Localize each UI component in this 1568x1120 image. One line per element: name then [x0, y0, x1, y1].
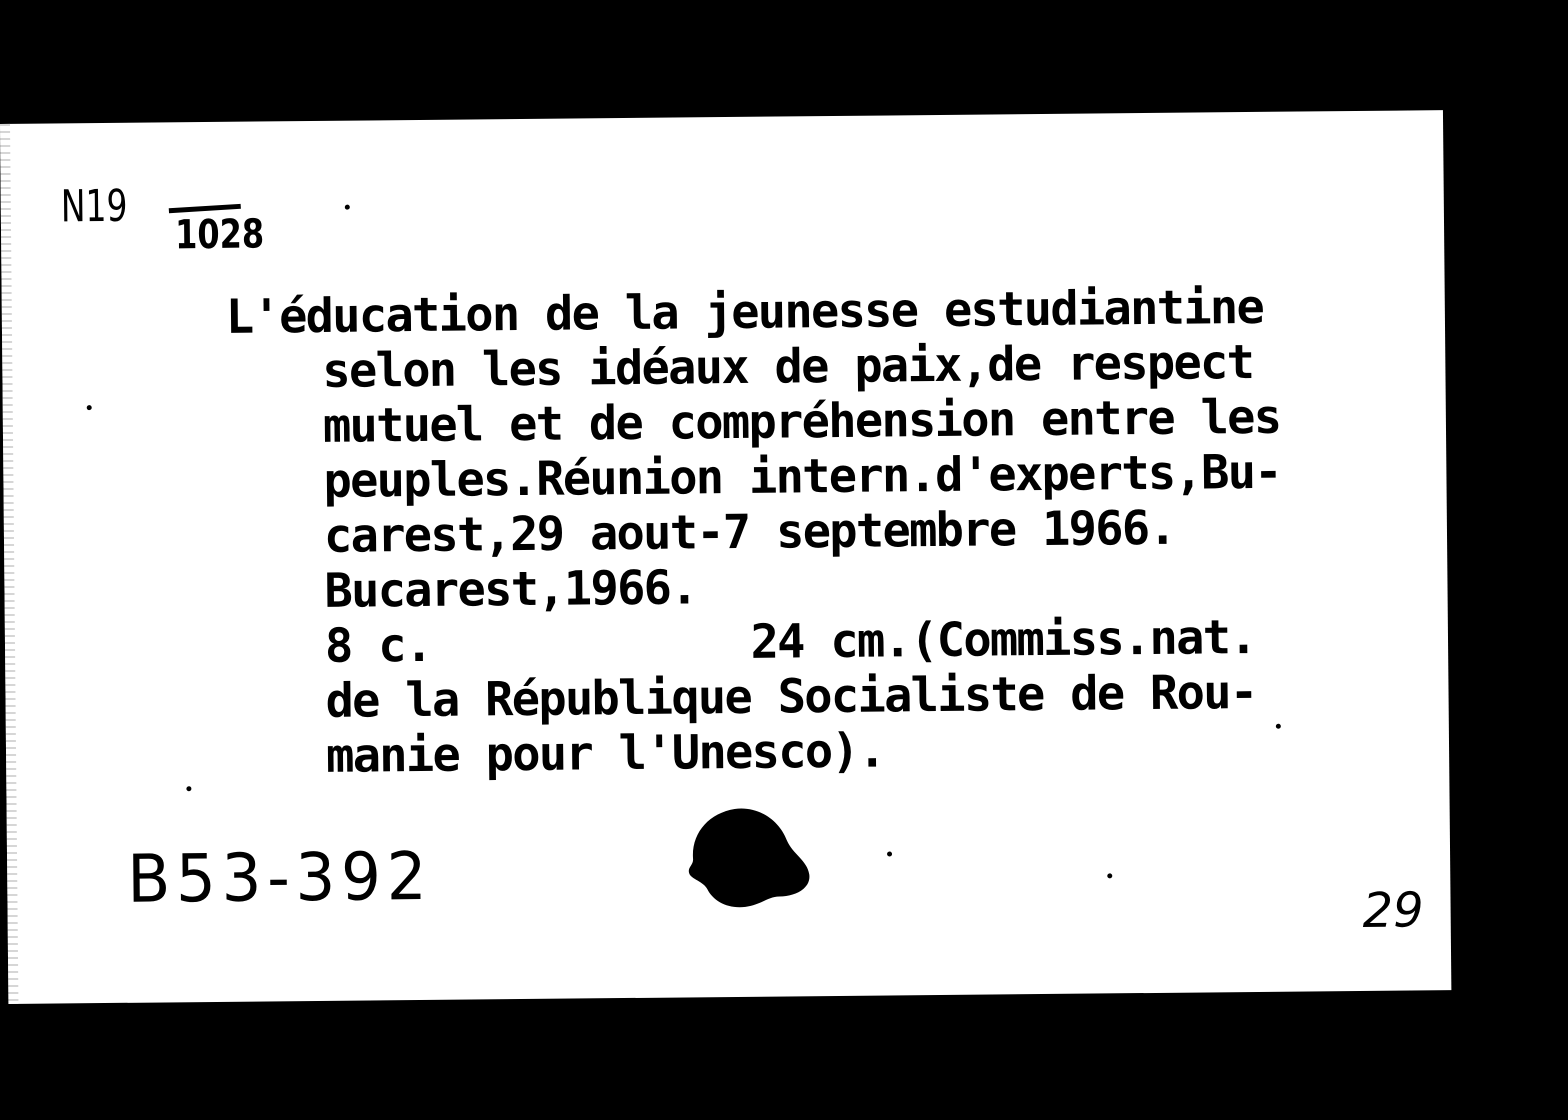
catalog-card	[0, 110, 1451, 1004]
entry-line: selon les idéaux de paix,de respect	[322, 334, 1254, 399]
entry-line: mutuel et de compréhension entre les	[322, 389, 1281, 454]
speck	[87, 405, 92, 410]
speck	[345, 205, 350, 210]
ink-blot	[683, 804, 812, 909]
entry-line: peuples.Réunion intern.d'experts,Bu-	[323, 444, 1282, 509]
speck	[1276, 724, 1281, 729]
speck	[1107, 873, 1112, 878]
fraction-mark	[169, 206, 265, 259]
shelf-mark: N19	[60, 180, 128, 233]
card-left-edge	[0, 124, 18, 1004]
speck	[186, 786, 191, 791]
entry-line: de la République Socialiste de Rou-	[325, 664, 1257, 729]
entry-line: Bucarest,1966.	[324, 560, 698, 619]
entry-line: carest,29 aout-7 septembre 1966.	[323, 500, 1176, 564]
speck	[887, 851, 892, 856]
entry-line-collation: 8 c. 24 cm.(Commiss.nat.	[324, 609, 1257, 674]
entry-line: manie pour l'Unesco).	[325, 723, 885, 784]
typed-entry	[226, 280, 1284, 785]
fraction-number: 1028	[174, 211, 265, 259]
entry-line-title: L'éducation de la jeunesse estudiantine	[225, 279, 1264, 345]
call-number: B53-392	[126, 837, 433, 918]
page-count-mark: 29	[1362, 882, 1424, 939]
